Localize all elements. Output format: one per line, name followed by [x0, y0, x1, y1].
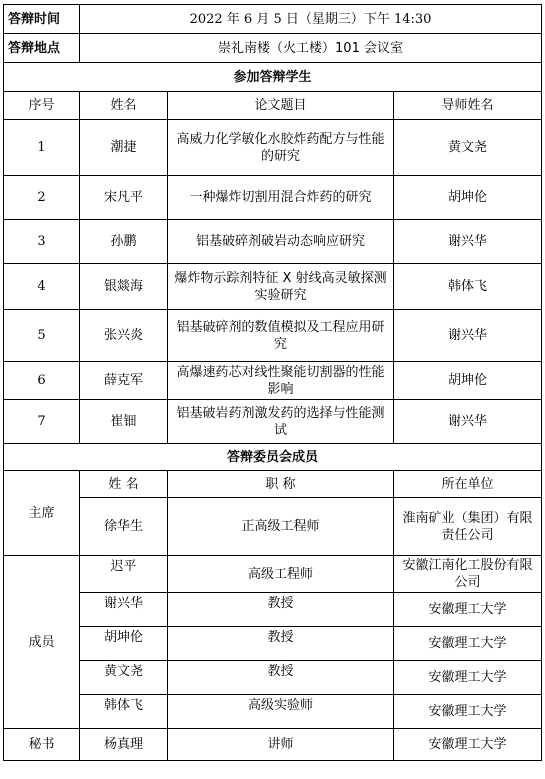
- committee-header-title: 职 称: [168, 471, 394, 498]
- place-label: 答辩地点: [4, 34, 80, 63]
- chair-label: 主席: [4, 471, 80, 556]
- member-title: 教授: [168, 661, 394, 695]
- member-name: 韩体飞: [80, 695, 168, 729]
- thesis-title: 高威力化学敏化水胶炸药配方与性能的研究: [168, 120, 394, 176]
- member-title: 教授: [168, 593, 394, 627]
- student-no: 5: [4, 310, 80, 362]
- committee-header-unit: 所在单位: [394, 471, 542, 498]
- committee-row: [4, 498, 542, 556]
- student-no: 6: [4, 362, 80, 400]
- member-name: 黄文尧: [80, 661, 168, 695]
- thesis-title: 铝基破碎剂的数值模拟及工程应用研究: [168, 310, 394, 362]
- advisor-name: 胡坤伦: [394, 176, 542, 220]
- committee-section-title: 答辩委员会成员: [4, 444, 542, 471]
- student-no: 7: [4, 400, 80, 444]
- column-header-no: 序号: [4, 92, 80, 120]
- thesis-title: 爆炸物示踪剂特征 X 射线高灵敏探测实验研究: [168, 264, 394, 310]
- member-title: 讲师: [168, 729, 394, 761]
- advisor-name: 黄文尧: [394, 120, 542, 176]
- committee-row: [4, 556, 542, 593]
- student-no: 1: [4, 120, 80, 176]
- student-no: 4: [4, 264, 80, 310]
- column-header-title: 论文题目: [168, 92, 394, 120]
- student-row: [4, 264, 542, 310]
- committee-header-name: 姓 名: [80, 471, 168, 498]
- member-unit: 安徽理工大学: [394, 627, 542, 661]
- student-row: [4, 400, 542, 444]
- member-name: 胡坤伦: [80, 627, 168, 661]
- committee-row: [4, 661, 542, 695]
- thesis-title: 铝基破碎剂破岩动态响应研究: [168, 220, 394, 264]
- committee-row: [4, 695, 542, 729]
- students-section-title: 参加答辩学生: [4, 63, 542, 92]
- member-title: 正高级工程师: [168, 498, 394, 556]
- member-unit: 安徽理工大学: [394, 695, 542, 729]
- advisor-name: 胡坤伦: [394, 362, 542, 400]
- student-row: [4, 120, 542, 176]
- student-name: 薛克军: [80, 362, 168, 400]
- place-value: 崇礼南楼（火工楼）101 会议室: [80, 34, 542, 63]
- time-label: 答辩时间: [4, 5, 80, 34]
- student-row: [4, 310, 542, 362]
- student-no: 3: [4, 220, 80, 264]
- member-unit: 安徽理工大学: [394, 729, 542, 761]
- student-name: 潮捷: [80, 120, 168, 176]
- member-name: 杨真理: [80, 729, 168, 761]
- committee-row: [4, 729, 542, 761]
- student-no: 2: [4, 176, 80, 220]
- thesis-title: 一种爆炸切割用混合炸药的研究: [168, 176, 394, 220]
- member-title: 高级工程师: [168, 556, 394, 593]
- members-label: 成员: [4, 556, 80, 729]
- member-name: 迟平: [80, 556, 168, 593]
- column-header-name: 姓名: [80, 92, 168, 120]
- defense-schedule-table: [3, 4, 542, 761]
- advisor-name: 谢兴华: [394, 310, 542, 362]
- column-header-advisor: 导师姓名: [394, 92, 542, 120]
- member-unit: 安徽江南化工股份有限公司: [394, 556, 542, 593]
- committee-row: [4, 593, 542, 627]
- member-unit: 安徽理工大学: [394, 661, 542, 695]
- member-unit: 安徽理工大学: [394, 593, 542, 627]
- student-name: 崔钿: [80, 400, 168, 444]
- student-row: [4, 362, 542, 400]
- student-name: 宋凡平: [80, 176, 168, 220]
- thesis-title: 高爆速药芯对线性聚能切割器的性能影响: [168, 362, 394, 400]
- time-value: 2022 年 6 月 5 日（星期三）下午 14:30: [80, 5, 542, 34]
- student-name: 张兴炎: [80, 310, 168, 362]
- advisor-name: 谢兴华: [394, 400, 542, 444]
- secretary-label: 秘书: [4, 729, 80, 761]
- student-row: [4, 220, 542, 264]
- student-row: [4, 176, 542, 220]
- member-name: 谢兴华: [80, 593, 168, 627]
- advisor-name: 韩体飞: [394, 264, 542, 310]
- member-name: 徐华生: [80, 498, 168, 556]
- advisor-name: 谢兴华: [394, 220, 542, 264]
- student-name: 孙鹏: [80, 220, 168, 264]
- member-title: 高级实验师: [168, 695, 394, 729]
- member-unit: 淮南矿业（集团）有限责任公司: [394, 498, 542, 556]
- committee-row: [4, 627, 542, 661]
- member-title: 教授: [168, 627, 394, 661]
- thesis-title: 铝基破岩药剂激发药的选择与性能测试: [168, 400, 394, 444]
- student-name: 银燚海: [80, 264, 168, 310]
